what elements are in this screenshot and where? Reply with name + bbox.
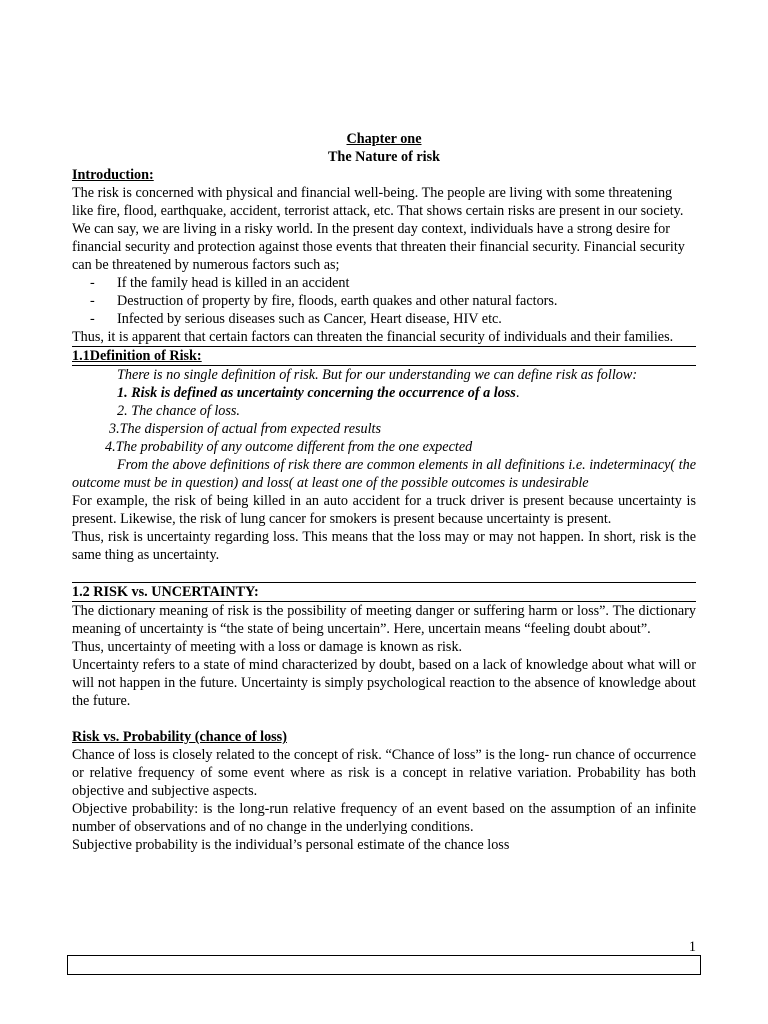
risk-factor-list: [72, 274, 696, 328]
definition-3: 3.The dispersion of actual from expected results: [109, 421, 382, 437]
intro-heading: Introduction:: [72, 167, 154, 183]
definition-4: 4.The probability of any outcome different from the one expected: [105, 439, 473, 455]
definition-1: 1. Risk is defined as uncertainty concerning the occurrence of a loss.: [117, 385, 520, 401]
uncertainty-paragraph-2: Thus, uncertainty of meeting with a loss or damage is known as risk.: [72, 639, 463, 655]
uncertainty-paragraph-1: The dictionary meaning of risk is the possibility of meeting danger or suffering harm or loss”. The dictionary meaning of uncertainty is “the state of being uncertain”. Here, uncertain means “feeling doubt about”.: [72, 603, 696, 637]
definition-2: 2. The chance of loss.: [117, 403, 240, 419]
list-item: - Infected by serious diseases such as Cancer, Heart disease, HIV etc.: [72, 310, 696, 328]
definition-conclusion: Thus, risk is uncertainty regarding loss. This means that the loss may or may not happen. In short, risk is the same thing as uncertainty.: [72, 529, 696, 563]
document-page: [72, 130, 696, 854]
chapter-title: The Nature of risk: [327, 149, 441, 165]
footer-box: [67, 955, 701, 975]
intro-conclusion: Thus, it is apparent that certain factors can threaten the financial security of individuals and their families.: [72, 329, 674, 345]
uncertainty-heading: 1.2 RISK vs. UNCERTAINTY:: [72, 583, 696, 602]
definition-summary: From the above definitions of risk there are common elements in all definitions i.e. indeterminacy( the outcome must be in question) and loss( at least one of the possible outcomes is undesirable: [72, 457, 696, 491]
probability-paragraph-1: Chance of loss is closely related to the concept of risk. “Chance of loss” is the long- run chance of occurrence or relative frequency of some event where as risk is a concept in relative variation. Probability has both objective and subjective aspects.: [72, 747, 696, 799]
intro-paragraph: The risk is concerned with physical and financial well-being. The people are living with some threatening like fire, flood, earthquake, accident, terrorist attack, etc. That shows certain risks are present in our society. We can say, we are living in a risky world. In the present day context, individuals have a strong desire for financial security and protection against those events that threaten their financial security. Financial security can be threatened by numerous factors such as;: [72, 185, 685, 273]
probability-heading: Risk vs. Probability (chance of loss): [72, 729, 287, 745]
probability-paragraph-3: Subjective probability is the individual’s personal estimate of the chance loss: [72, 837, 510, 853]
definition-lead: There is no single definition of risk. But for our understanding we can define risk as follow:: [117, 367, 638, 383]
page-number: 1: [688, 939, 696, 955]
probability-paragraph-2: Objective probability: is the long-run relative frequency of an event based on the assumption of an infinite number of observations and of no change in the underlying conditions.: [72, 801, 696, 835]
list-item: - Destruction of property by fire, floods, earth quakes and other natural factors.: [72, 292, 696, 310]
uncertainty-paragraph-3: Uncertainty refers to a state of mind characterized by doubt, based on a lack of knowledge about what will or will not happen in the future. Uncertainty is simply psychological reaction to the absence of knowledge about the future.: [72, 657, 696, 709]
chapter-label: Chapter one: [346, 131, 422, 147]
definition-heading: 1.1Definition of Risk:: [72, 347, 696, 366]
definition-example: For example, the risk of being killed in an auto accident for a truck driver is present because uncertainty is present. Likewise, the risk of lung cancer for smokers is present because uncertainty is present.: [72, 493, 696, 527]
list-item: - If the family head is killed in an accident: [72, 274, 696, 292]
